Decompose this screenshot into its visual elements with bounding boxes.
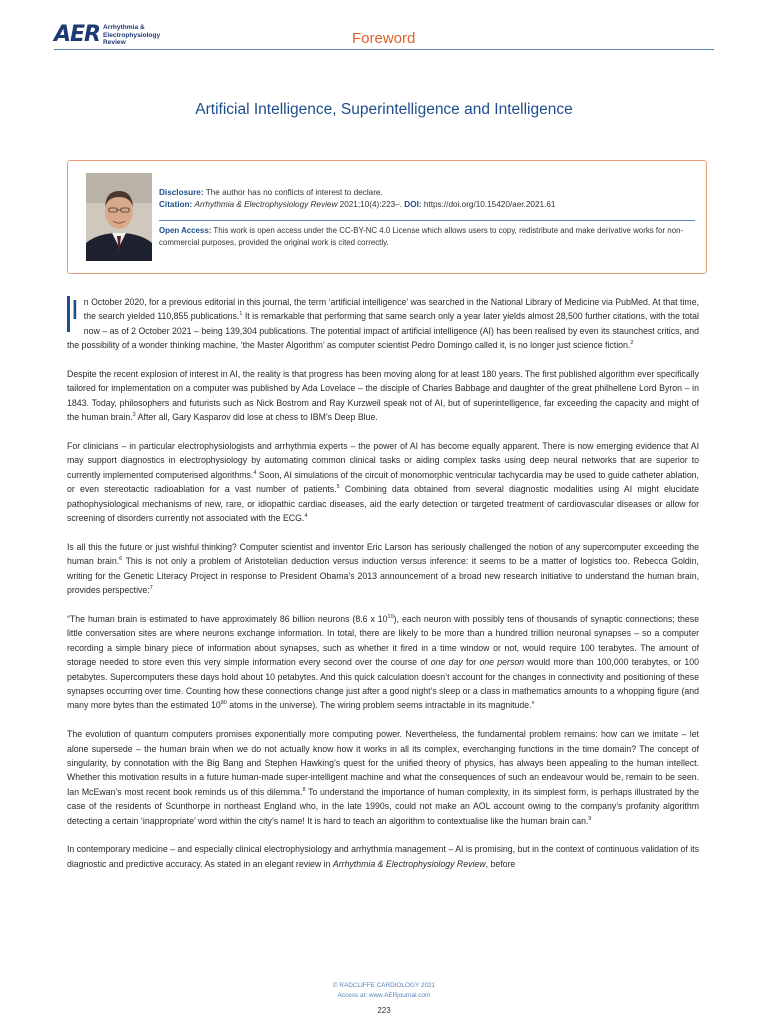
reference-7[interactable]: 7 xyxy=(149,585,153,592)
reference-8[interactable]: 8 xyxy=(302,786,306,793)
open-access-text: Open Access: This work is open access under the CC-BY-NC 4.0 License which allows users to copy, redistribute and make derivative works for non-commercial purposes, provided the original work is cited correctly. xyxy=(159,226,684,247)
author-photo xyxy=(86,173,152,261)
paragraph-quote: “The human brain is estimated to have approximately 86 billion neurons (8.6 x $10^{10}$), each neuron with possibly tens of thousands of synaptic connections; these little conversation sites are where neurons exchange information. In total, there are likely to be more than a hundred trillion neuronal synapses – so a computer recording a simple binary piece of information about synapses, such as whether it fired in a time window or not, would require 100 terabytes. The amount of storage needed to store even this very simple information every second over the course of one day for one person would more than 100,000 terabytes, or 100 petabytes. Supercomputers these days hold about 10 petabytes. And this quick calculation doesn’t account for the changes in connectivity and positioning of these synapses occurring over time. Counting how these connections change just after a good night’s sleep or a class in mathematics amounts to a whopping figure (and many more bytes than the estimated $10^{80}$ atoms in the universe). The wiring problem seems intractable in its magnitude.” xyxy=(67,613,700,711)
footer-access-link[interactable]: Access at: www.AERjournal.com xyxy=(337,992,431,999)
paragraph-3: For clinicians – in particular electrophysiologists and arrhythmia experts – the power of AI has become equally apparent. There is now emerging evidence that AI may support diagnostics in electrophysiology by automating common clinical tasks or aiding complex tasks using deep neural networks that are superior to currently implemented computerised algorithms.$^4$ Soon, AI simulations of the circuit of monomorphic ventricular tachycardia may be used to guide catheter ablation, or even stereotactic radioablation for a vast number of patients.$^5$ Combining data obtained from several diagnostic modalities using AI might elucidate pathophysiological mechanisms of new, rare, or idiopathic cardiac diseases, aid the early detection or targeted treatment of cardiovascular diseases or allow for screening of disorders currently not associated with the ECG.$^4$ xyxy=(67,441,699,524)
journal-logo xyxy=(54,24,160,47)
article-body xyxy=(67,295,699,886)
doi-link[interactable]: https://doi.org/10.15420/aer.2021.61 xyxy=(421,200,556,209)
drop-cap: I xyxy=(67,296,79,332)
exponent-10: 10 xyxy=(387,613,394,620)
paragraph-1: I n October 2020, for a previous editorial in this journal, the term ‘artificial intelligence’ was searched in the National Library of Medicine via PubMed. At that time, the search yielded 110,855 publications.$^1$ It is remarkable that performing that same search only a year later yields almost 28,500 further citations, with the total now – as of 2 October 2021 – being 139,304 publications. The potential impact of artificial intelligence (AI) has been realised by even its staunchest critics, and the possibility of a wonder thinking machine, ‘the Master Algorithm’ as computer scientist Pedro Domingo called it, is no longer just science fiction.$^2$ xyxy=(67,294,699,351)
page-number: 223 xyxy=(377,1006,391,1015)
reference-2[interactable]: 2 xyxy=(630,340,634,347)
page-header xyxy=(0,0,768,56)
header-divider xyxy=(54,49,714,50)
reference-1[interactable]: 1 xyxy=(239,311,243,318)
paragraph-7: In contemporary medicine – and especially clinical electrophysiology and arrhythmia management – AI is promising, but in the context of continuous validation of its diagnostic and predictive accuracy. As stated in an elegant review in Arrhythmia & Electrophysiology Review, before xyxy=(67,844,699,869)
paragraph-2: Despite the recent explosion of interest in AI, the reality is that progress has been moving along for at least 180 years. The first published algorithm ever specifically tailored for implementation on a computer was published by Ada Lovelace – the disciple of Charles Babbage and daughter of the great philhellene Lord Byron – in 1843. Today, philosophers and futurists such as Nick Bostrom and Ray Kurzweil speak not of AI, but of superintelligence, far exceeding the capacity and might of the human brain.$^3$ After all, Gary Kasparov did lose at chess to IBM’s Deep Blue. xyxy=(67,369,699,423)
disclosure-box xyxy=(67,160,707,274)
paragraph-4: Is all this the future or just wishful thinking? Computer scientist and inventor Eric Larson has seriously challenged the notion of any supercomputer exceeding the human brain.$^6$ This is not only a problem of Aristotelian deduction versus induction versus inference: it seems to be a matter of logistics too. Rebecca Goldin, writing for the Genetic Literacy Project in response to President Obama’s 2013 announcement of a broad new research initiative to understand the human brain, provides perspective:$^7$ xyxy=(67,541,699,596)
reference-4b[interactable]: 4 xyxy=(304,513,308,520)
disclosure-divider xyxy=(159,220,695,221)
citation-line: Citation: Arrhythmia & Electrophysiology Review 2021;10(4):223–. DOI: https://doi.org/10.15420/aer.2021.61 xyxy=(159,200,556,209)
section-label: Foreword xyxy=(352,30,416,47)
paragraph-6: The evolution of quantum computers promises exponentially more computing power. Nevertheless, the fundamental problem remains: how can we imitate – let alone supersede – the human brain when we do not actually know how it works in all its complex, everchanging functions in the time domain? The concept of singularity, by connotation with the Big Bang and Stephen Hawking’s quest for the unified theory of physics, has always been appealing to the human intellect. Whether this motivation results in a future human-made super-intelligent machine and what the consequences of such an endeavour would be, remain to be seen. Ian McEwan’s most recent book reminds us of this dilemma.$^8$ To understand the importance of human complexity, in its simplest form, is perhaps illustrated by the case of the residents of Scunthorpe in northeast England who, in the late 1990s, could not make an AOL account owing to the company’s profanity algorithm detecting a certain ‘inappropriate’ word within the city’s name! It is hard to teach an algorithm to contextualise like the human brain can.$^9$ xyxy=(67,729,699,826)
reference-9[interactable]: 9 xyxy=(588,815,592,822)
page-footer xyxy=(0,981,768,1001)
exponent-80: 80 xyxy=(220,700,227,707)
footer-copyright: © RADCLIFFE CARDIOLOGY 2021 xyxy=(332,982,436,989)
article-title: Artificial Intelligence, Superintelligence and Intelligence xyxy=(195,101,573,118)
reference-6[interactable]: 6 xyxy=(119,556,123,563)
logo-mark: AER xyxy=(54,22,100,48)
logo-text: Arrhythmia & Electrophysiology Review xyxy=(103,24,161,46)
reference-3[interactable]: 3 xyxy=(132,412,136,419)
reference-5[interactable]: 5 xyxy=(336,484,340,491)
disclosure-text xyxy=(159,187,699,211)
disclosure-line: Disclosure: The author has no conflicts of interest to declare. xyxy=(159,188,383,197)
reference-4[interactable]: 4 xyxy=(253,469,257,476)
